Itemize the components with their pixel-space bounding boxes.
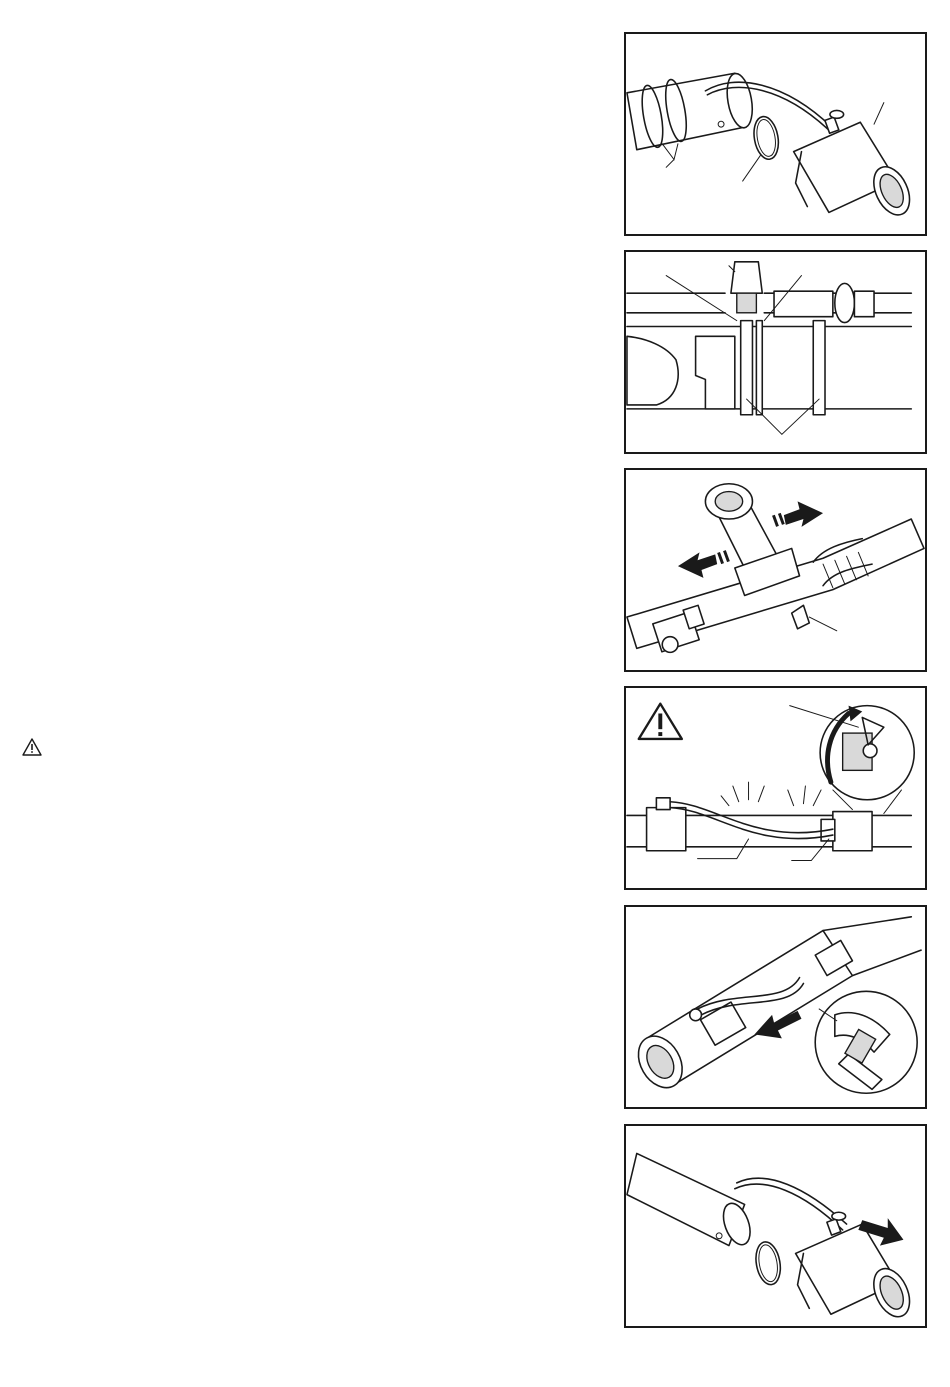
figure-2 (624, 250, 927, 454)
figure-6-illustration (626, 1126, 925, 1326)
figure-2-illustration (626, 252, 925, 452)
figure-3-illustration (626, 470, 925, 670)
figure-1-illustration (626, 34, 925, 234)
figure-3 (624, 468, 927, 672)
warning-triangle-icon (22, 738, 42, 756)
figure-4 (624, 686, 927, 890)
figure-6 (624, 1124, 927, 1328)
arrow-icon (772, 501, 823, 526)
figure-5 (624, 905, 927, 1109)
warning-triangle-icon (639, 704, 682, 739)
figure-4-illustration (626, 688, 925, 888)
arrow-icon (678, 550, 730, 578)
figure-1 (624, 32, 927, 236)
figure-5-illustration (626, 907, 925, 1107)
